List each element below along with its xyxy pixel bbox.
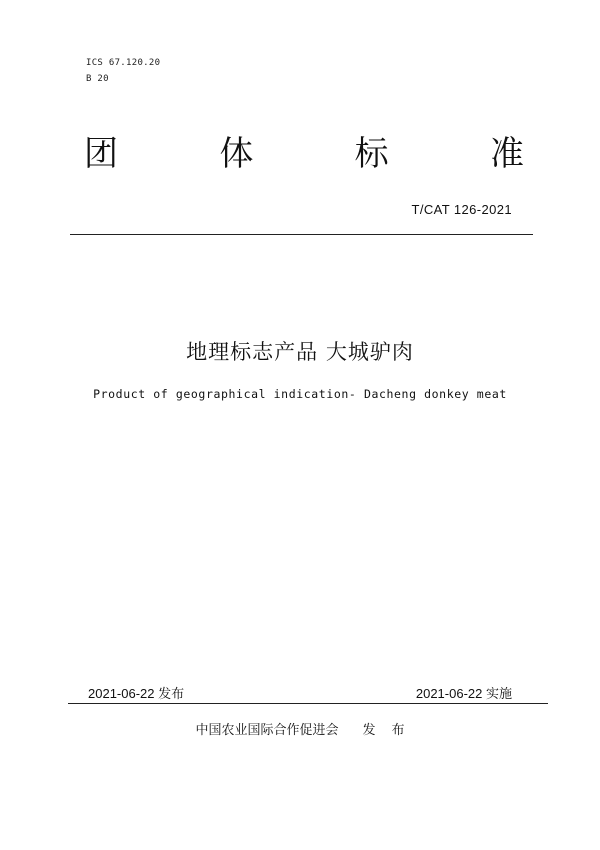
issue-char: 布: [391, 723, 405, 738]
bottom-divider: [68, 703, 548, 704]
publish-date: [88, 683, 184, 702]
standard-type-char: 准: [489, 134, 524, 174]
document-title-english: Product of geographical indication- Dacheng donkey meat: [93, 387, 507, 401]
issuer-name: 中国农业国际合作促进会: [195, 723, 339, 738]
top-divider: [70, 234, 533, 235]
implement-date-label: 实施: [485, 686, 512, 701]
publish-date-value: 2021-06-22: [88, 686, 155, 701]
issue-char: 发: [362, 723, 376, 738]
standard-type-title: [84, 132, 524, 176]
document-title-chinese: 地理标志产品 大城驴肉: [186, 340, 414, 364]
publish-date-label: 发布: [158, 686, 185, 701]
standard-number: T/CAT 126-2021: [411, 202, 512, 217]
standard-type-char: 体: [219, 134, 254, 174]
ics-code: ICS 67.120.20: [86, 58, 161, 68]
implement-date: [416, 683, 512, 702]
standard-type-char: 标: [354, 134, 389, 174]
implement-date-value: 2021-06-22: [415, 686, 483, 701]
standard-type-char: 团: [84, 134, 118, 174]
issuer-line: [0, 719, 600, 738]
ccs-code: B 20: [86, 74, 109, 84]
